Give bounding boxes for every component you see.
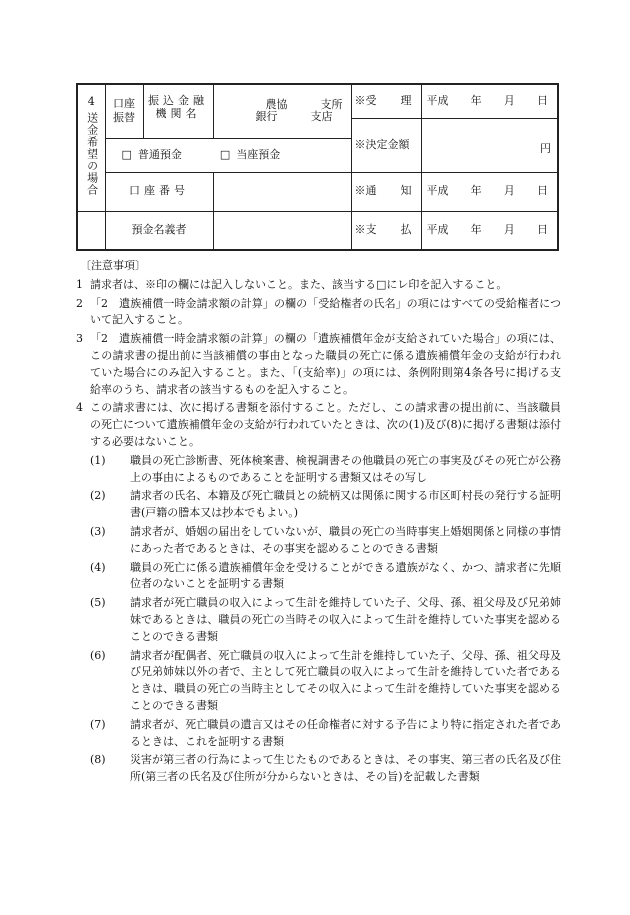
notes-title: 〔注意事項〕 bbox=[80, 259, 146, 272]
account-name-label: 預金名義者 bbox=[131, 222, 187, 236]
date-day: 日 bbox=[536, 184, 548, 198]
item-text: この請求書には、次に掲げる書類を添付すること。ただし、この請求書の提出前に、当該職員の死亡について遺族補償年金の支給が行われていたときは、次の(1)及び(8)に掲げる書類は添付する必要はないこと。 bbox=[90, 401, 561, 448]
bank-shisho: 支所 bbox=[320, 97, 343, 111]
item-text: 請求者は、※印の欄には記入しないこと。また、該当する□にレ印を記入すること。 bbox=[90, 277, 508, 291]
date-year: 年 bbox=[470, 184, 482, 198]
sub-item-number: (6) bbox=[90, 648, 106, 662]
jyuri-label-2: 理 bbox=[400, 93, 412, 107]
sub-item-number: (5) bbox=[90, 596, 106, 610]
jyuri-label-cell bbox=[351, 84, 421, 118]
jyuri-date-field[interactable] bbox=[421, 84, 558, 118]
date-era: 平成 bbox=[426, 222, 449, 236]
notes-section bbox=[76, 258, 561, 788]
shiharai-label-1: ※支 bbox=[354, 222, 377, 236]
date-month: 月 bbox=[503, 93, 515, 107]
tsuchi-label-2: 知 bbox=[400, 184, 412, 198]
sub-item-number: (1) bbox=[90, 453, 106, 467]
section-label: 送金希望の場合 bbox=[85, 112, 99, 197]
list-item bbox=[76, 331, 561, 398]
item-text: 「2 遺族補償一時金請求額の計算」の欄の「遺族補償年金が支給されていた場合」の項には、この請求書の提出前に当該補償の事由となった職員の死亡に係る遺族補償年金の支給が行われていた場合にのみ記入すること。また、「(支給率)」の項には、条例附則第4条各号に掲げる支給率のうち、請求者の該当するものを記入すること。 bbox=[90, 332, 561, 396]
method-label-cell bbox=[105, 84, 143, 138]
remittance-form-table bbox=[76, 83, 559, 251]
account-number-label: 口座番号 bbox=[129, 184, 189, 198]
sub-item-text: 職員の死亡診断書、死体検案書、検視調書その他職員の死亡の事実及びその死亡が公務上の事由によるものであることを証明する書類又はその写し bbox=[130, 453, 561, 484]
sub-item-text: 職員の死亡に係る遺族補償年金を受けることができる遺族がなく、かつ、請求者に先順位者のないことを証明する書類 bbox=[130, 560, 561, 591]
account-number-label-cell bbox=[105, 172, 213, 211]
date-year: 年 bbox=[470, 222, 482, 236]
method-label: 口座振替 bbox=[113, 96, 135, 125]
list-item bbox=[76, 296, 561, 330]
section-label-cell bbox=[77, 84, 105, 211]
list-item bbox=[76, 277, 561, 294]
kettei-label-cell bbox=[351, 118, 421, 172]
shiharai-date-field[interactable] bbox=[421, 211, 558, 250]
item-number: 2 bbox=[76, 296, 83, 310]
section-number: 4 bbox=[87, 94, 95, 108]
bank-name-field[interactable] bbox=[213, 84, 351, 138]
sub-item bbox=[76, 648, 561, 715]
sub-item bbox=[76, 453, 561, 487]
item-number: 1 bbox=[76, 277, 83, 291]
checkbox-toza[interactable]: □ bbox=[219, 147, 231, 161]
account-number-field[interactable] bbox=[213, 172, 351, 211]
bank-ginko: 銀行 bbox=[255, 110, 278, 124]
sub-item-text: 災害が第三者の行為によって生じたものであるときは、その事実、第三者の氏名及び住所(第三者の氏名及び住所が分からないときは、その旨)を記載した書類 bbox=[130, 753, 561, 784]
bank-label-cell bbox=[143, 84, 213, 138]
sub-item-number: (7) bbox=[90, 717, 106, 731]
tsuchi-date-field[interactable] bbox=[421, 172, 558, 211]
kettei-label: ※決定金額 bbox=[354, 137, 410, 151]
date-month: 月 bbox=[503, 184, 515, 198]
shiharai-label-2: 払 bbox=[400, 222, 412, 236]
sub-item-text: 請求者が配偶者、死亡職員の収入によって生計を維持していた子、父母、孫、祖父母及び兄弟姉妹以外の者で、主として死亡職員の収入によって生計を維持していた者であるときは、職員の死亡の当時主としてその収入によって生計を維持していた事実を認めることのできる書類 bbox=[130, 648, 561, 712]
sub-item bbox=[76, 752, 561, 786]
sub-item bbox=[76, 560, 561, 594]
sub-item-text: 請求者が死亡職員の収入によって生計を維持していた子、父母、孫、祖父母及び兄弟姉妹であるときは、職員の死亡の当時その収入によって生計を維持していた事実を認めることのできる書類 bbox=[130, 596, 561, 643]
sub-item bbox=[76, 717, 561, 751]
account-name-field[interactable] bbox=[213, 211, 351, 250]
bank-label-line2: 機関名 bbox=[155, 106, 201, 120]
section-bottom-cell bbox=[77, 211, 105, 250]
sub-item-text: 請求者が、死亡職員の遺言又はその任命権者に対する予告により特に指定された者であるときは、これを証明する書類 bbox=[130, 717, 561, 748]
sub-item-text: 請求者の氏名、本籍及び死亡職員との続柄又は関係に関する市区町村長の発行する証明書(戸籍の謄本又は抄本でもよい。) bbox=[130, 489, 561, 520]
sub-item-number: (4) bbox=[90, 560, 106, 574]
date-era: 平成 bbox=[426, 93, 449, 107]
checkbox-futsu[interactable]: □ bbox=[121, 147, 132, 161]
tsuchi-label-cell bbox=[351, 172, 421, 211]
date-month: 月 bbox=[503, 222, 515, 236]
account-name-label-cell bbox=[105, 211, 213, 250]
sub-item bbox=[76, 524, 561, 558]
deposit-type-cell bbox=[105, 138, 351, 172]
date-day: 日 bbox=[536, 93, 548, 107]
sub-item-number: (8) bbox=[90, 753, 106, 767]
bank-label-line1: 振込金融 bbox=[148, 94, 208, 107]
sub-item-number: (3) bbox=[90, 524, 106, 538]
sub-item-text: 請求者が、婚姻の届出をしていないが、職員の死亡の当時事実上婚姻関係と同様の事情にあった者であるときは、その事実を認めることのできる書類 bbox=[130, 524, 561, 555]
bank-nokyo: 農協 bbox=[265, 97, 288, 111]
bank-shiten: 支店 bbox=[310, 110, 333, 124]
kettei-amount-field[interactable] bbox=[421, 118, 558, 172]
list-item bbox=[76, 400, 561, 450]
date-era: 平成 bbox=[426, 184, 449, 198]
deposit-toza-label: 当座預金 bbox=[236, 147, 281, 161]
item-number: 4 bbox=[76, 401, 83, 415]
item-text: 「2 遺族補償一時金請求額の計算」の欄の「受給権者の氏名」の項にはすべての受給権者について記入すること。 bbox=[90, 296, 561, 327]
item-number: 3 bbox=[76, 332, 83, 346]
date-day: 日 bbox=[536, 222, 548, 236]
sub-item bbox=[76, 488, 561, 522]
sub-item bbox=[76, 595, 561, 645]
yen-unit: 円 bbox=[540, 141, 551, 155]
shiharai-label-cell bbox=[351, 211, 421, 250]
sub-item-number: (2) bbox=[90, 489, 106, 503]
tsuchi-label-1: ※通 bbox=[354, 184, 377, 198]
jyuri-label-1: ※受 bbox=[354, 93, 377, 107]
deposit-futsu-label: 普通預金 bbox=[137, 147, 182, 161]
date-year: 年 bbox=[470, 93, 482, 107]
